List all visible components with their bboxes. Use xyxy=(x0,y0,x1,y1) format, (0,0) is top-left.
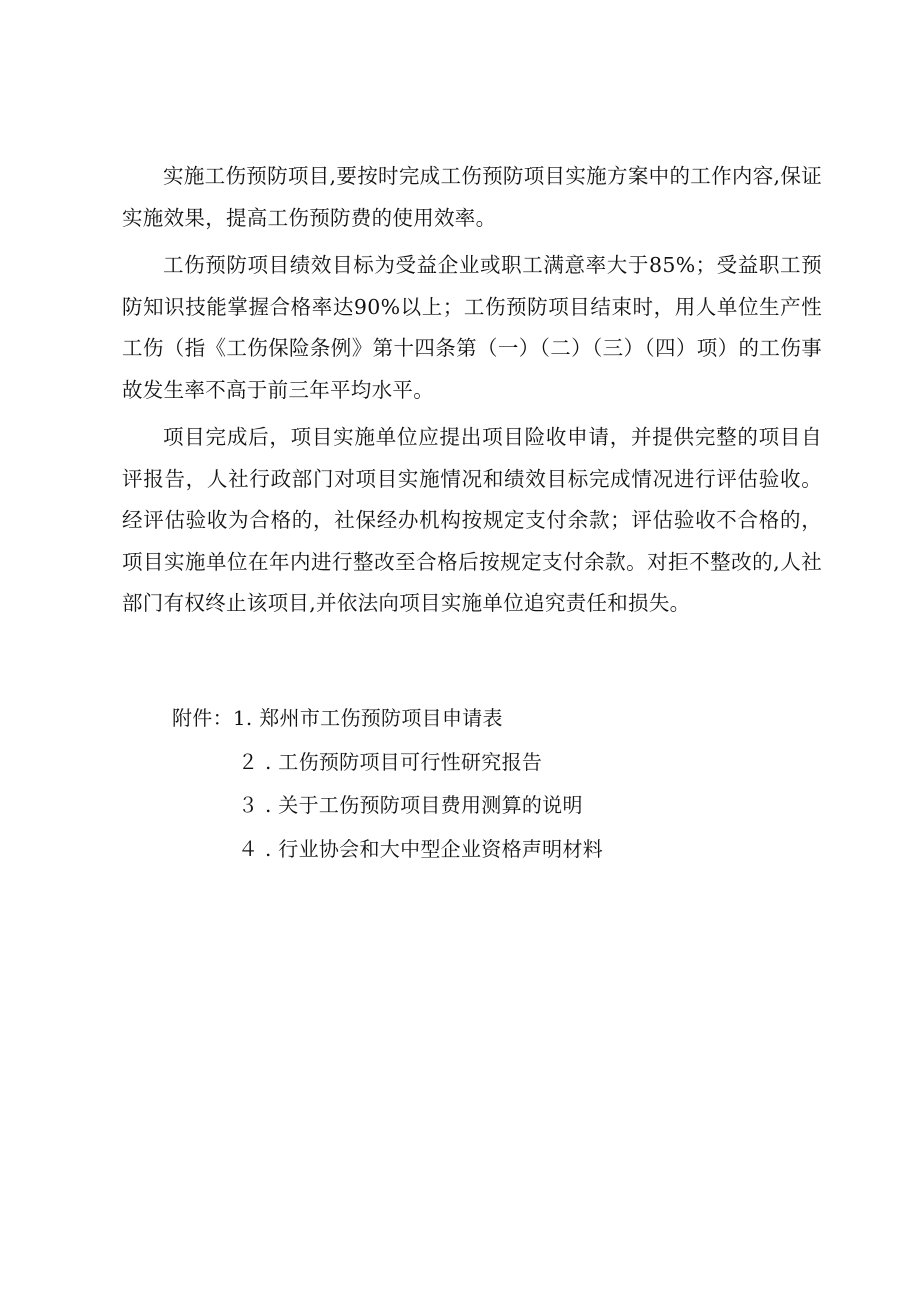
attachment-item: ４ . 行业协会和大中型企业资格声明材料 xyxy=(238,836,604,861)
attachment-item: 1. 郑州市工伤预防项目申请表 xyxy=(232,706,503,730)
document-body xyxy=(122,156,822,631)
attachment-item: ２ . 工伤预防项目可行性研究报告 xyxy=(238,749,543,774)
attachment-row xyxy=(172,697,772,741)
paragraph-acceptance: 项目完成后，项目实施单位应提出项目险收申请，并提供完整的项目自评报告，人社行政部门对项目实施情况和绩效目标完成情况进行评估验收。经评估验收为合格的，社保经办机构按规定支付余款；评估验收不合格的，项目实施单位在年内进行整改至合格后按规定支付余款。对拒不整改的,人社部门有权终止该项目,并依法向项目实施单位追究责任和损失。 xyxy=(122,425,822,615)
attachments-label: 附件： xyxy=(172,706,233,730)
attachment-item: ３ . 关于工伤预防项目费用测算的说明 xyxy=(238,793,583,817)
attachments-list xyxy=(172,697,772,871)
paragraph-implementation: 实施工伤预防项目,要按时完成工伤预防项目实施方案中的工作内容,保证实施效果，提高工伤预防费的使用效率。 xyxy=(122,164,822,230)
paragraph-performance-targets: 工伤预防项目绩效目标为受益企业或职工满意率大于85%；受益职工预防知识技能掌握合格率达90%以上；工伤预防项目结束时，用人单位生产性工伤（指《工伤保险条例》第十四条第（一）（二）（三）（四）项）的工伤事故发生率不高于前三年平均水平。 xyxy=(122,253,822,402)
